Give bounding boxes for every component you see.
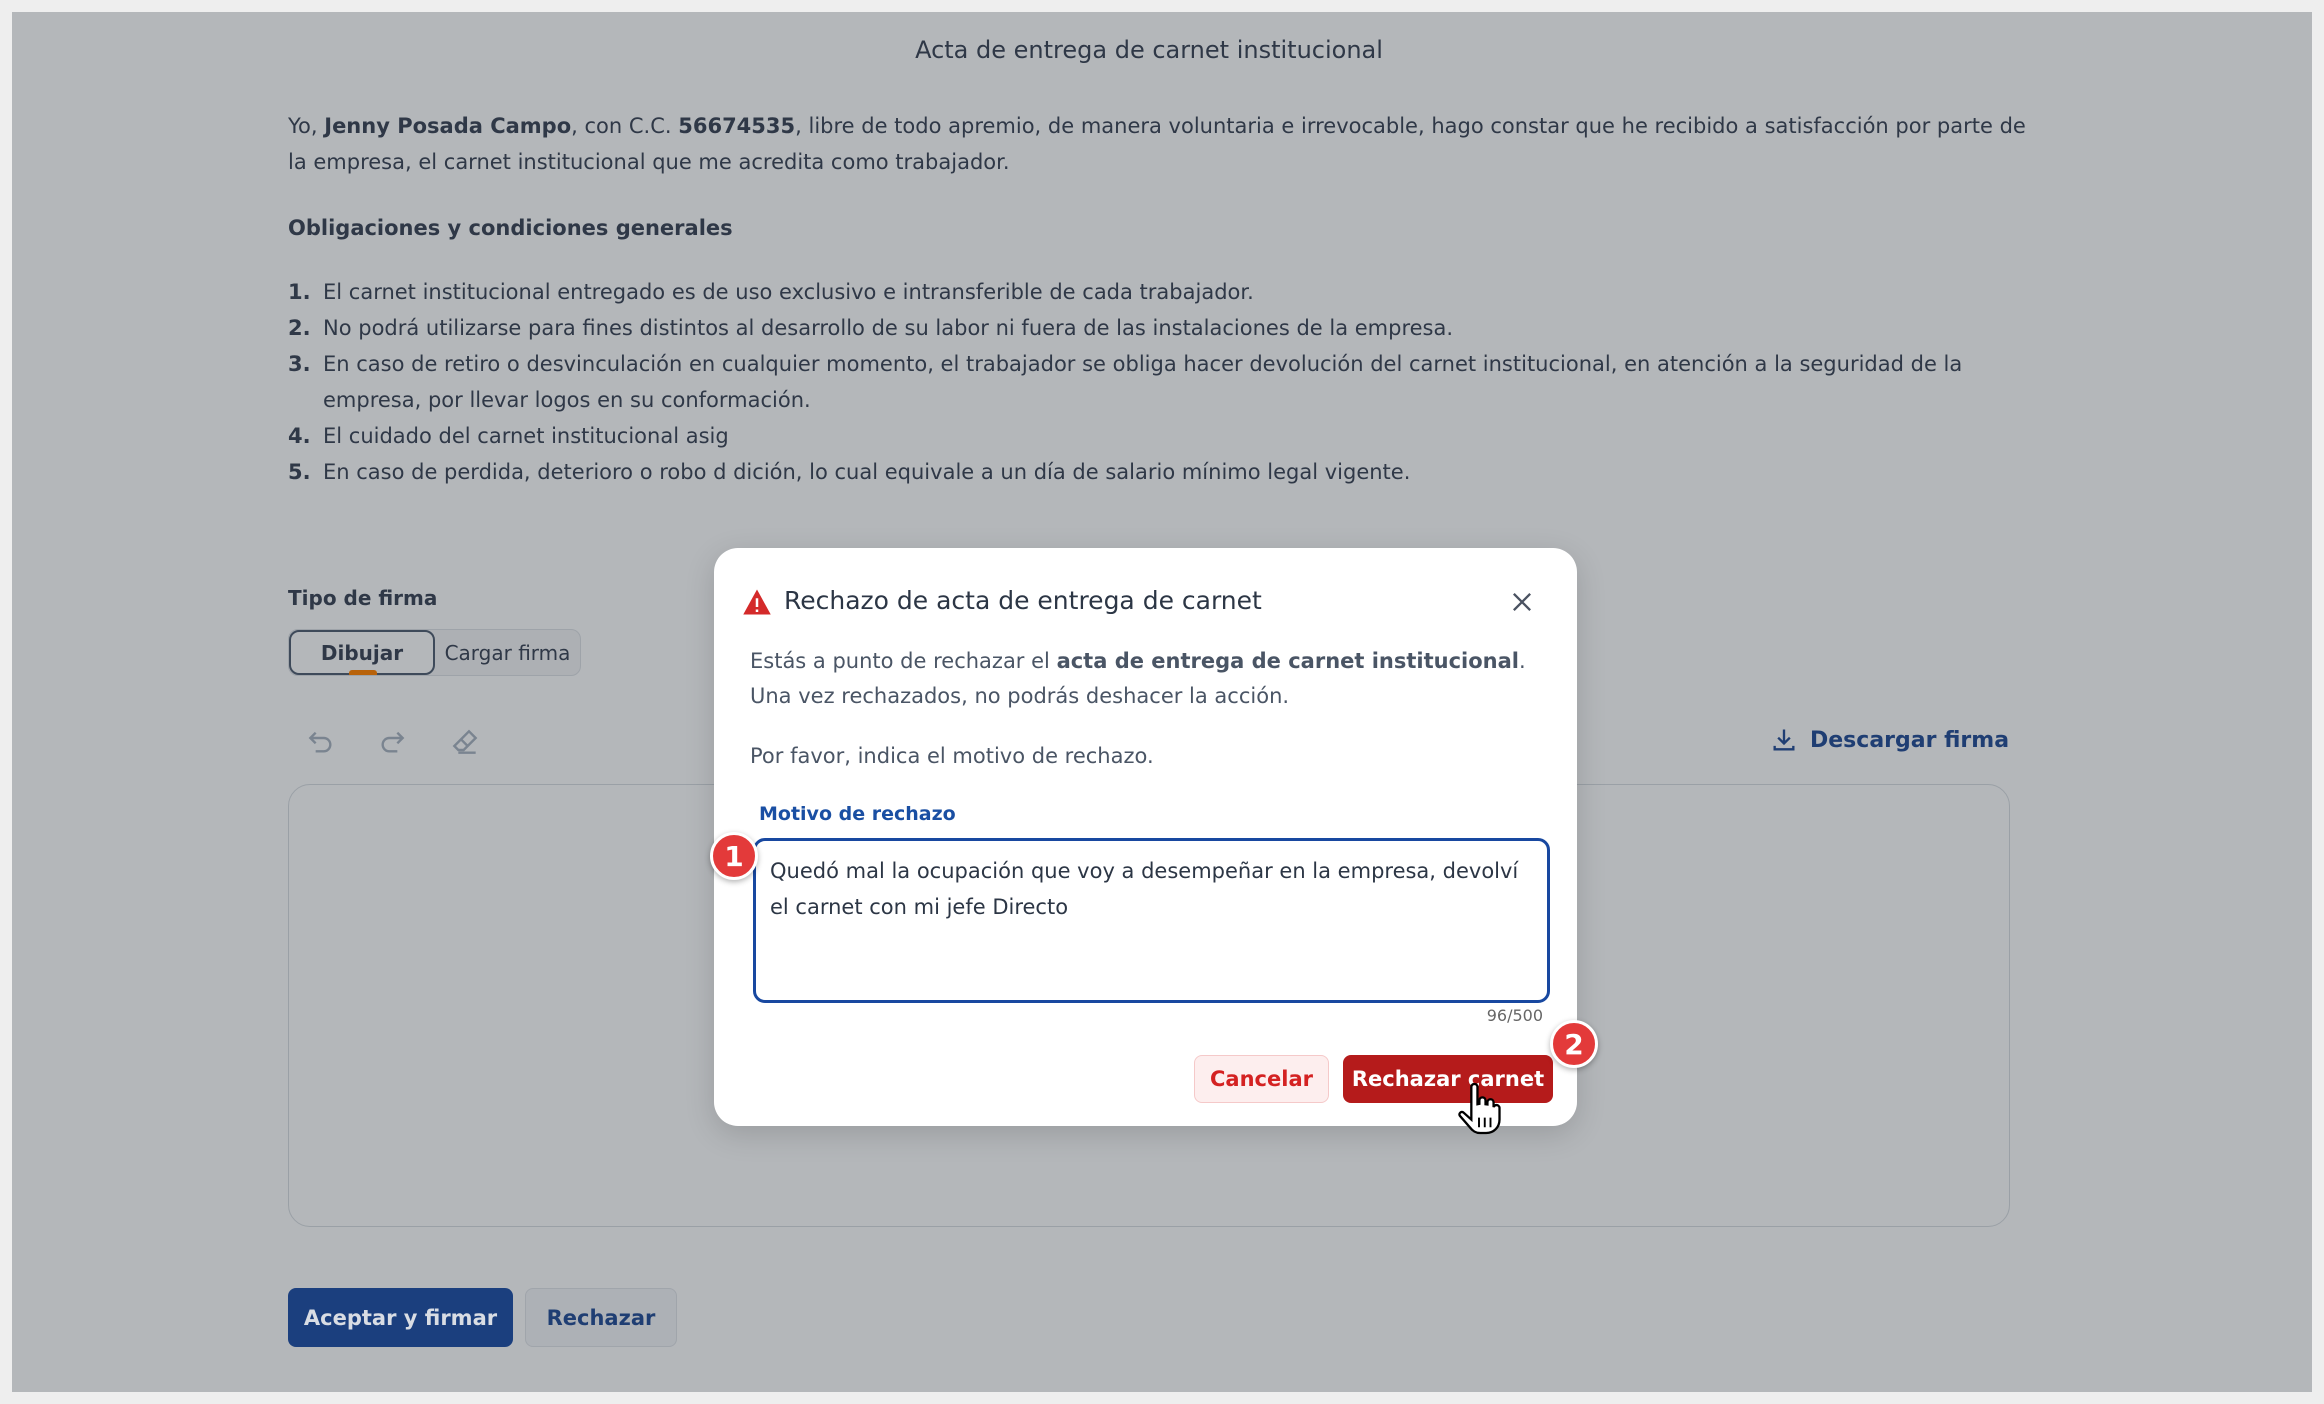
warning-icon	[742, 588, 772, 620]
document-title: Acta de entrega de carnet institucional	[915, 36, 1383, 64]
step-badge-1: 1	[710, 832, 758, 880]
undo-icon[interactable]	[305, 726, 337, 758]
accept-and-sign-button[interactable]: Aceptar y firmar	[288, 1288, 513, 1347]
list-item: 4. El cuidado del carnet institucional asig	[288, 424, 729, 448]
hand-cursor-icon	[1456, 1083, 1502, 1141]
reason-label: Motivo de rechazo	[759, 803, 956, 825]
dialog-title: Rechazo de acta de entrega de carnet	[784, 586, 1262, 615]
reject-button[interactable]: Rechazar	[525, 1288, 677, 1347]
character-counter: 96/500	[1486, 1006, 1543, 1025]
download-signature-link[interactable]	[1770, 726, 2009, 754]
eraser-icon[interactable]	[449, 726, 481, 758]
dialog-message: Estás a punto de rechazar el acta de entrega de carnet institucional. Una vez rechazados, no podrás deshacer la acción.	[750, 649, 1526, 708]
dialog-prompt: Por favor, indica el motivo de rechazo.	[750, 744, 1154, 768]
document-intro: Yo, Jenny Posada Campo, con C.C. 56674535, libre de todo apremio, de manera voluntaria e irrevocable, hago constar que he recibido a satisfacción por parte de la empresa, el carnet institucional que me acredita como trabajador.	[288, 114, 2026, 174]
list-item: 5. En caso de perdida, deterioro o robo d dición, lo cual equivale a un día de salario mínimo legal vigente.	[288, 460, 1411, 484]
redo-icon[interactable]	[376, 726, 408, 758]
list-item: 1. El carnet institucional entregado es de uso exclusivo e intransferible de cada trabajador.	[288, 280, 1254, 304]
download-icon	[1770, 726, 1798, 754]
step-badge-2: 2	[1550, 1020, 1598, 1068]
reason-textarea[interactable]	[753, 838, 1550, 1003]
signature-type-toggle[interactable]	[288, 629, 581, 676]
list-item: 2. No podrá utilizarse para fines distintos al desarrollo de su labor ni fuera de las instalaciones de la empresa.	[288, 316, 1454, 340]
download-label: Descargar firma	[1810, 727, 2010, 753]
tab-draw[interactable]: Dibujar	[289, 630, 435, 675]
tab-upload-signature[interactable]: Cargar firma	[444, 640, 571, 665]
signature-type-label: Tipo de firma	[288, 586, 438, 610]
obligations-list	[288, 274, 2028, 490]
reject-carnet-button[interactable]: Rechazar carnet	[1343, 1055, 1553, 1103]
list-item: 3. En caso de retiro o desvinculación en cualquier momento, el trabajador se obliga hacer devolución del carnet institucional, en atención a la seguridad de la empresa, por llevar logos en su conformación.	[288, 352, 1963, 412]
obligations-heading: Obligaciones y condiciones generales	[288, 216, 733, 240]
cancel-button[interactable]: Cancelar	[1194, 1055, 1329, 1103]
close-icon[interactable]	[1508, 588, 1536, 620]
reject-dialog	[714, 548, 1577, 1126]
